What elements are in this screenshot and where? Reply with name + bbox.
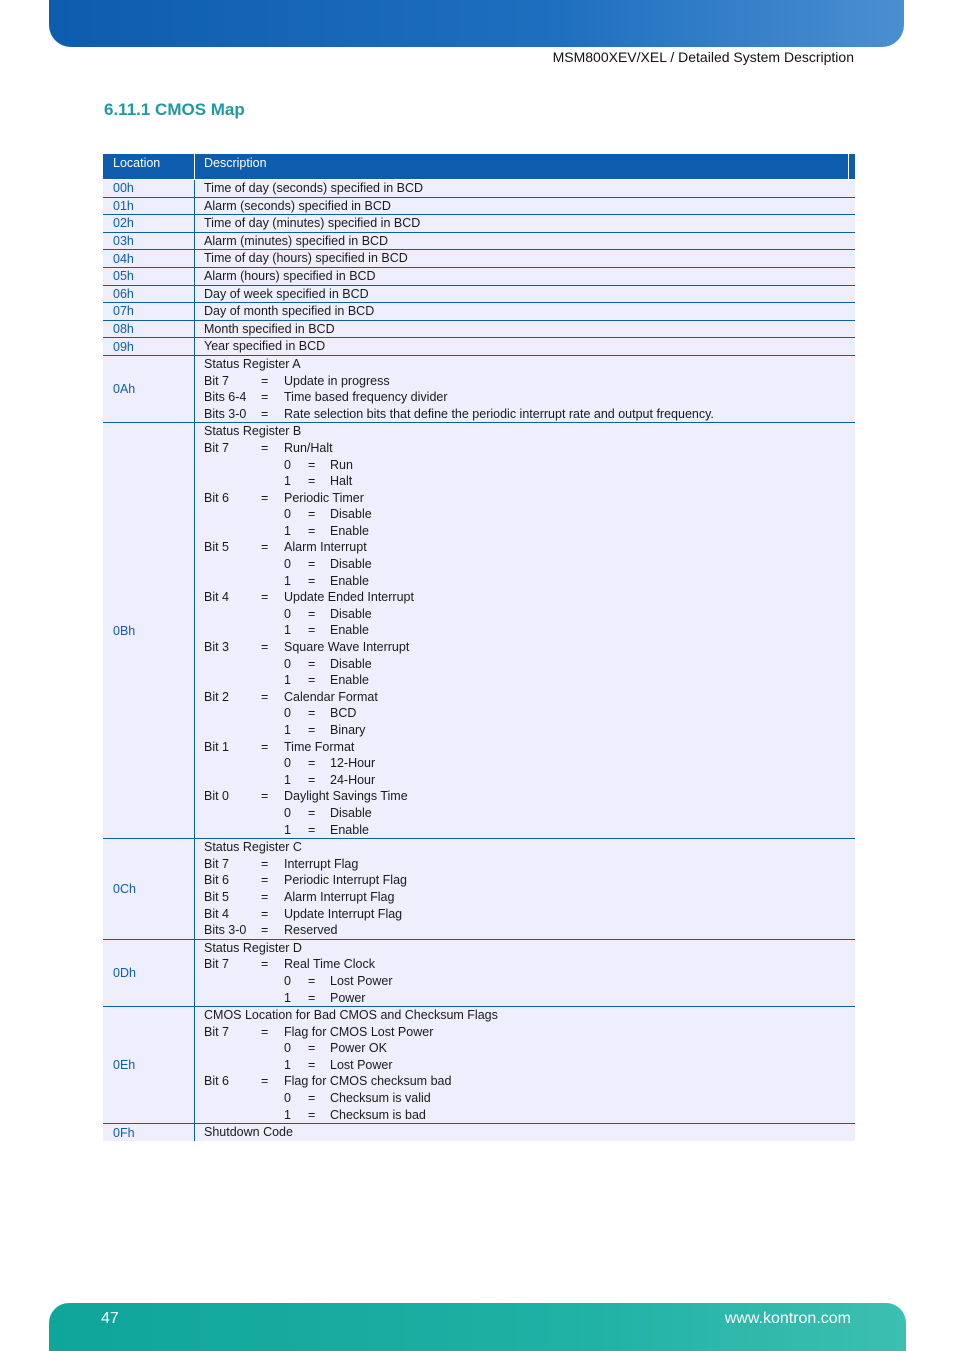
description-text: Shutdown Code (204, 1125, 293, 1140)
description-line (204, 423, 855, 440)
description-cell (195, 215, 855, 232)
description-text: Disable (330, 507, 372, 522)
description-line (204, 689, 855, 706)
description-line (204, 772, 855, 789)
description-text: Enable (330, 573, 369, 588)
description-text: 1 (284, 573, 291, 588)
table-row (103, 356, 855, 423)
description-text: Bit 4 (204, 906, 230, 921)
description-cell (195, 338, 855, 355)
description-text: Lost Power (330, 973, 393, 988)
table-row (103, 268, 855, 286)
header-bar (49, 0, 904, 47)
location-cell: 07h (103, 303, 195, 320)
description-text: Daylight Savings Time (284, 789, 408, 804)
location-cell: 0Eh (103, 1007, 195, 1123)
description-line (204, 303, 855, 320)
description-text: CMOS Location for Bad CMOS and Checksum Flags (204, 1008, 498, 1023)
description-line (204, 556, 855, 573)
description-line (204, 389, 855, 406)
description-text: = (261, 889, 269, 904)
description-text: 1 (284, 723, 291, 737)
table-row (103, 839, 855, 940)
description-line (204, 1090, 855, 1107)
description-text: Bit 5 (204, 540, 230, 555)
table-header (103, 154, 855, 179)
description-text: = (308, 474, 316, 489)
description-line (204, 672, 855, 689)
description-text: Status Register B (204, 424, 302, 439)
description-text: Real Time Clock (284, 957, 375, 972)
description-text: = (261, 957, 269, 972)
description-text: Bit 6 (204, 1074, 230, 1089)
column-header-description: Description (204, 156, 267, 170)
description-text: Bit 0 (204, 789, 230, 804)
description-text: Status Register D (204, 940, 302, 955)
description-line (204, 286, 855, 303)
description-text: Time based frequency divider (284, 390, 448, 405)
description-text: Reserved (284, 923, 338, 938)
description-text: Alarm Interrupt (284, 540, 367, 555)
description-text: Year specified in BCD (204, 339, 326, 354)
description-text: = (261, 406, 269, 421)
description-text: 0 (284, 1041, 291, 1056)
description-text: Time of day (minutes) specified in BCD (204, 216, 421, 231)
description-line (204, 1057, 855, 1074)
description-line (204, 705, 855, 722)
description-text: Bit 7 (204, 373, 230, 388)
description-cell (195, 198, 855, 215)
description-line (204, 788, 855, 805)
description-text: = (261, 373, 269, 388)
table-row (103, 1124, 855, 1141)
description-text: 0 (284, 507, 291, 522)
description-line (204, 889, 855, 906)
description-line (204, 940, 855, 957)
description-text: 1 (284, 523, 291, 538)
description-text: Halt (330, 474, 353, 489)
description-text: Power (330, 990, 366, 1005)
description-text: Enable (330, 673, 369, 688)
description-line (204, 198, 855, 215)
description-line (204, 606, 855, 623)
description-text: Flag for CMOS checksum bad (284, 1074, 452, 1089)
description-line (204, 180, 855, 197)
description-text: Disable (330, 805, 372, 820)
description-text: Checksum is valid (330, 1091, 431, 1106)
description-line (204, 822, 855, 839)
description-text: 0 (284, 557, 291, 572)
description-text: Periodic Interrupt Flag (284, 873, 407, 888)
location-cell: 0Ah (103, 356, 195, 422)
description-text: = (261, 873, 269, 888)
description-text: = (308, 822, 316, 837)
description-line (204, 473, 855, 490)
table-row (103, 198, 855, 216)
location-cell: 05h (103, 268, 195, 285)
description-text: = (308, 623, 316, 638)
description-cell (195, 250, 855, 267)
description-line (204, 457, 855, 474)
description-text: 1 (284, 623, 291, 638)
description-text: Bit 7 (204, 957, 230, 972)
description-line (204, 1073, 855, 1090)
description-line (204, 321, 855, 338)
table-row (103, 423, 855, 839)
description-text: = (308, 706, 316, 721)
description-text: Bit 2 (204, 689, 230, 704)
description-text: = (308, 1057, 316, 1072)
description-text: 1 (284, 822, 291, 837)
description-text: Alarm (seconds) specified in BCD (204, 198, 391, 213)
description-text: Power OK (330, 1041, 387, 1056)
table-row (103, 303, 855, 321)
description-text: Bit 1 (204, 739, 230, 754)
description-text: 0 (284, 706, 291, 721)
description-text: 0 (284, 973, 291, 988)
description-line (204, 233, 855, 250)
description-text: = (261, 440, 269, 455)
description-text: Enable (330, 623, 369, 638)
description-text: Update in progress (284, 373, 390, 388)
location-cell: 0Fh (103, 1124, 195, 1141)
description-text: = (261, 640, 269, 655)
table-row (103, 338, 855, 356)
description-text: 1 (284, 474, 291, 489)
description-text: = (308, 1091, 316, 1106)
description-line (204, 956, 855, 973)
location-cell: 04h (103, 250, 195, 267)
description-text: Day of week specified in BCD (204, 286, 369, 301)
description-line (204, 406, 855, 423)
location-cell: 09h (103, 338, 195, 355)
description-cell (195, 180, 855, 197)
description-text: Binary (330, 723, 366, 737)
description-line (204, 523, 855, 540)
description-text: = (261, 906, 269, 921)
description-line (204, 539, 855, 556)
description-text: Run/Halt (284, 440, 333, 455)
description-text: Checksum is bad (330, 1107, 426, 1122)
description-text: Square Wave Interrupt (284, 640, 410, 655)
description-text: Update Interrupt Flag (284, 906, 403, 921)
location-cell: 06h (103, 286, 195, 303)
description-text: Enable (330, 822, 369, 837)
location-cell: 08h (103, 321, 195, 338)
description-line (204, 872, 855, 889)
description-text: = (308, 1041, 316, 1056)
description-text: Bit 6 (204, 490, 230, 505)
description-line (204, 839, 855, 856)
description-line (204, 755, 855, 772)
description-text: Bit 4 (204, 590, 230, 605)
location-cell: 01h (103, 198, 195, 215)
description-cell (195, 839, 855, 939)
description-text: Bit 3 (204, 640, 230, 655)
description-line (204, 1040, 855, 1057)
description-cell (195, 303, 855, 320)
description-text: 1 (284, 990, 291, 1005)
description-line (204, 268, 855, 285)
table-row (103, 250, 855, 268)
description-text: = (308, 673, 316, 688)
description-text: Time Format (284, 739, 355, 754)
description-text: 0 (284, 805, 291, 820)
description-line (204, 490, 855, 507)
description-text: 1 (284, 673, 291, 688)
description-text: 0 (284, 756, 291, 771)
description-text: = (308, 606, 316, 621)
description-text: = (308, 756, 316, 771)
description-text: 0 (284, 606, 291, 621)
description-text: = (261, 490, 269, 505)
description-text: Calendar Format (284, 689, 378, 704)
footer-url[interactable]: www.kontron.com (724, 1310, 851, 1327)
description-line (204, 906, 855, 923)
description-text: Bit 6 (204, 873, 230, 888)
description-text: Day of month specified in BCD (204, 304, 375, 319)
description-line (204, 338, 855, 355)
page-number: 47 (101, 1310, 119, 1327)
description-text: = (308, 457, 316, 472)
description-line (204, 506, 855, 523)
description-cell (195, 423, 855, 838)
description-line (204, 739, 855, 756)
description-text: Alarm (minutes) specified in BCD (204, 233, 389, 248)
description-text: = (261, 856, 269, 871)
document-title: MSM800XEV/XEL / Detailed System Description (552, 49, 854, 65)
description-line (204, 373, 855, 390)
description-line (204, 856, 855, 873)
description-text: = (261, 540, 269, 555)
description-line (204, 973, 855, 990)
description-text: Bit 5 (204, 889, 230, 904)
description-text: Bit 7 (204, 440, 230, 455)
description-cell (195, 1007, 855, 1123)
table-row (103, 1007, 855, 1124)
description-text: = (261, 789, 269, 804)
description-text: Lost Power (330, 1057, 393, 1072)
description-text: 0 (284, 457, 291, 472)
description-text: Interrupt Flag (284, 856, 359, 871)
description-text: Status Register A (204, 356, 301, 371)
description-text: 1 (284, 772, 291, 787)
description-text: Bit 7 (204, 856, 230, 871)
description-text: Disable (330, 656, 372, 671)
location-cell: 03h (103, 233, 195, 250)
description-text: = (308, 507, 316, 522)
description-text: = (308, 990, 316, 1005)
description-text: Disable (330, 557, 372, 572)
description-line (204, 1124, 855, 1141)
description-text: = (308, 805, 316, 820)
description-text: Flag for CMOS Lost Power (284, 1024, 434, 1039)
description-line (204, 573, 855, 590)
description-text: Bit 7 (204, 1024, 230, 1039)
description-text: 0 (284, 656, 291, 671)
description-cell (195, 233, 855, 250)
description-text: = (261, 1024, 269, 1039)
description-text: = (308, 573, 316, 588)
description-line (204, 639, 855, 656)
description-line (204, 622, 855, 639)
column-header-location: Location (103, 154, 195, 179)
description-text: 1 (284, 1057, 291, 1072)
description-text: 1 (284, 1107, 291, 1122)
description-text: = (261, 689, 269, 704)
description-text: = (308, 973, 316, 988)
table-row (103, 286, 855, 304)
description-text: = (308, 523, 316, 538)
description-text: Alarm (hours) specified in BCD (204, 268, 376, 283)
description-line (204, 656, 855, 673)
description-line (204, 250, 855, 267)
description-cell (195, 1124, 855, 1141)
description-text: Run (330, 457, 353, 472)
description-text: = (308, 723, 316, 737)
location-cell: 0Dh (103, 940, 195, 1006)
description-text: Month specified in BCD (204, 321, 335, 336)
description-cell (195, 940, 855, 1006)
description-line (204, 805, 855, 822)
description-text: Periodic Timer (284, 490, 364, 505)
description-text: Enable (330, 523, 369, 538)
location-cell: 0Ch (103, 839, 195, 939)
description-text: Status Register C (204, 840, 302, 855)
description-text: = (261, 923, 269, 938)
description-line (204, 356, 855, 373)
description-text: Time of day (hours) specified in BCD (204, 251, 408, 266)
description-text: = (308, 772, 316, 787)
table-row (103, 321, 855, 339)
description-text: 24-Hour (330, 772, 376, 787)
header-edge (848, 154, 855, 179)
section-title: 6.11.1 CMOS Map (104, 100, 245, 119)
description-text: = (261, 390, 269, 405)
description-text: = (308, 656, 316, 671)
location-cell: 0Bh (103, 423, 195, 838)
description-text: Rate selection bits that define the periodic interrupt rate and output frequency. (284, 406, 714, 421)
description-text: = (261, 739, 269, 754)
description-text: = (308, 1107, 316, 1122)
description-text: = (261, 1074, 269, 1089)
description-line (204, 922, 855, 939)
description-line (204, 990, 855, 1007)
description-cell (195, 321, 855, 338)
description-cell (195, 286, 855, 303)
description-line (204, 589, 855, 606)
table-row (103, 233, 855, 251)
description-text: Bits 6-4 (204, 390, 247, 405)
description-text: Time of day (seconds) specified in BCD (204, 181, 424, 195)
description-line (204, 1024, 855, 1041)
description-text: 0 (284, 1091, 291, 1106)
table-body (103, 180, 855, 1141)
table-row (103, 940, 855, 1007)
description-cell (195, 356, 855, 422)
description-cell (195, 268, 855, 285)
table-row (103, 215, 855, 233)
location-cell: 02h (103, 215, 195, 232)
location-cell: 00h (103, 180, 195, 197)
description-line (204, 440, 855, 457)
description-text: = (261, 590, 269, 605)
cmos-map-table (103, 154, 855, 1141)
description-text: BCD (330, 706, 357, 721)
description-line (204, 722, 855, 739)
description-line (204, 1007, 855, 1024)
description-line (204, 215, 855, 232)
description-text: = (308, 557, 316, 572)
description-text: Bits 3-0 (204, 406, 247, 421)
description-text: Alarm Interrupt Flag (284, 889, 395, 904)
description-text: Update Ended Interrupt (284, 590, 414, 605)
description-line (204, 1107, 855, 1124)
description-text: Bits 3-0 (204, 923, 247, 938)
description-text: 12-Hour (330, 756, 376, 771)
table-row (103, 180, 855, 198)
description-text: Disable (330, 606, 372, 621)
